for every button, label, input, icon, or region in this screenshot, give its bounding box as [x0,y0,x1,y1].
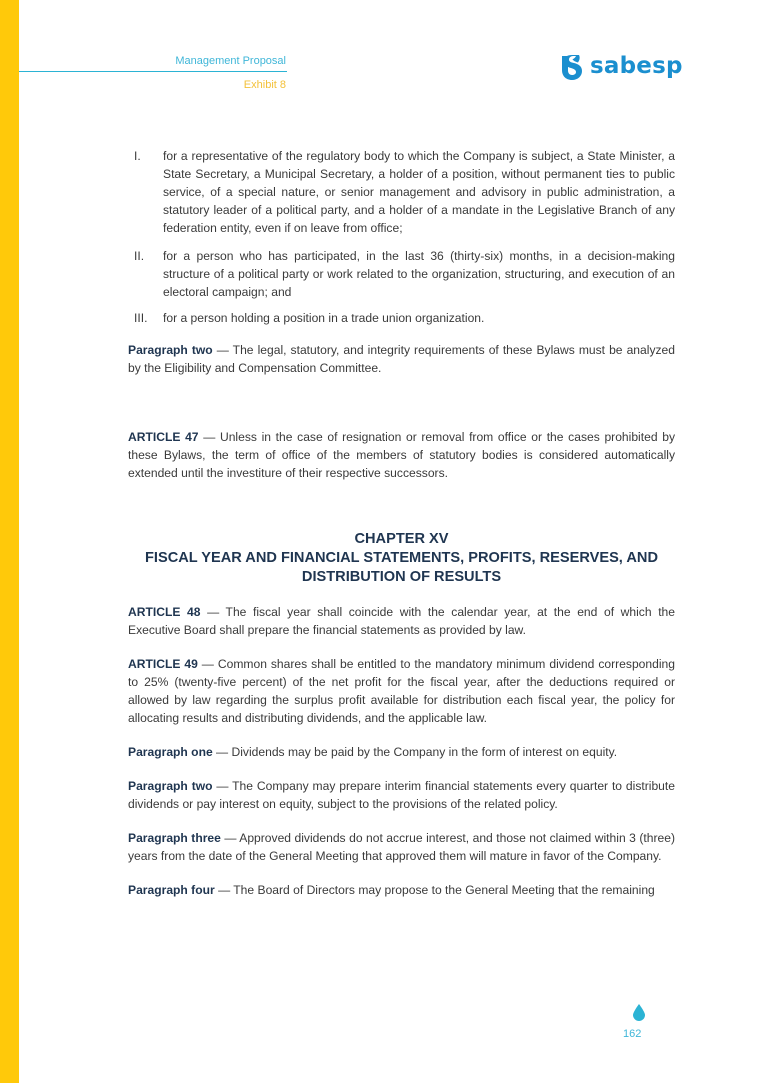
article-48: ARTICLE 48 — The fiscal year shall coincide with the calendar year, at the end of which the Executive Board shall prepare the financial statements as provided by law. [128,605,675,637]
chapter-title-line-2: DISTRIBUTION OF RESULTS [301,569,502,585]
paragraph-two-interim: Paragraph two — The Company may prepare interim financial statements every quarter to distribute dividends or pay interest on equity, subject to the provisions of the related policy. [128,779,675,811]
item-number: III. [134,311,148,325]
page-number: 162 [623,1028,642,1040]
header-divider [19,71,287,72]
item-text: for a person holding a position in a trade union organization. [163,311,485,325]
paragraph-two-eligibility: Paragraph two — The legal, statutory, and integrity requirements of these Bylaws must be analyzed by the Eligibility and Compensation Committee. [128,343,675,375]
logo-text: sabesp [590,53,683,79]
paragraph-one: Paragraph one — Dividends may be paid by the Company in the form of interest on equity. [128,745,618,759]
water-drop-icon [633,1004,645,1026]
article-47: ARTICLE 47 — Unless in the case of resignation or removal from office or the cases prohibited by these Bylaws, the term of office of the members of statutory bodies is considered automatically extended until the investiture of their respective successors. [128,430,676,480]
yellow-side-bar [0,0,19,1083]
paragraph-three: Paragraph three — Approved dividends do not accrue interest, and those not claimed within 3 (three) years from the date of the General Meeting that approved them will mature in favor of the Company. [128,831,675,863]
header-exhibit: Exhibit 8 [243,79,286,91]
chapter-title-line-1: FISCAL YEAR AND FINANCIAL STATEMENTS, PROFITS, RESERVES, AND [145,550,658,566]
sabesp-mark-icon [559,54,585,81]
item-number: II. [134,249,145,263]
document-body [128,147,675,899]
chapter-number: CHAPTER XV [354,531,449,547]
list-item [128,309,675,327]
list-item [128,247,675,301]
header-title: Management Proposal [175,55,286,67]
article-49: ARTICLE 49 — Common shares shall be entitled to the mandatory minimum dividend corresponding to 25% (twenty-five percent) of the net profit for the fiscal year, after the deductions required or allowed by law regarding the surplus profit available for distribution each fiscal year, the policy for allocating results and distributing dividends, and the applicable law. [128,657,675,725]
item-text: for a representative of the regulatory body to which the Company is subject, a State Minister, a State Secretary, a Municipal Secretary, a holder of a position, without permanent ties to public service, of a special nature, or senior management and advisory in public administration, a statutory leader of a political party, and a holder of a mandate in the Legislative Branch of any federation entity, even if on leave from office; [163,149,675,235]
paragraph-four: Paragraph four — The Board of Directors may propose to the General Meeting that the remaining [128,883,655,897]
item-number: I. [134,149,141,163]
chapter-heading [128,530,675,587]
list-item [128,147,675,237]
sabesp-logo [559,52,683,82]
item-text: for a person who has participated, in the last 36 (thirty-six) months, in a decision-making structure of a political party or work related to the organization, structuring, and execution of an electoral campaign; and [163,249,675,299]
